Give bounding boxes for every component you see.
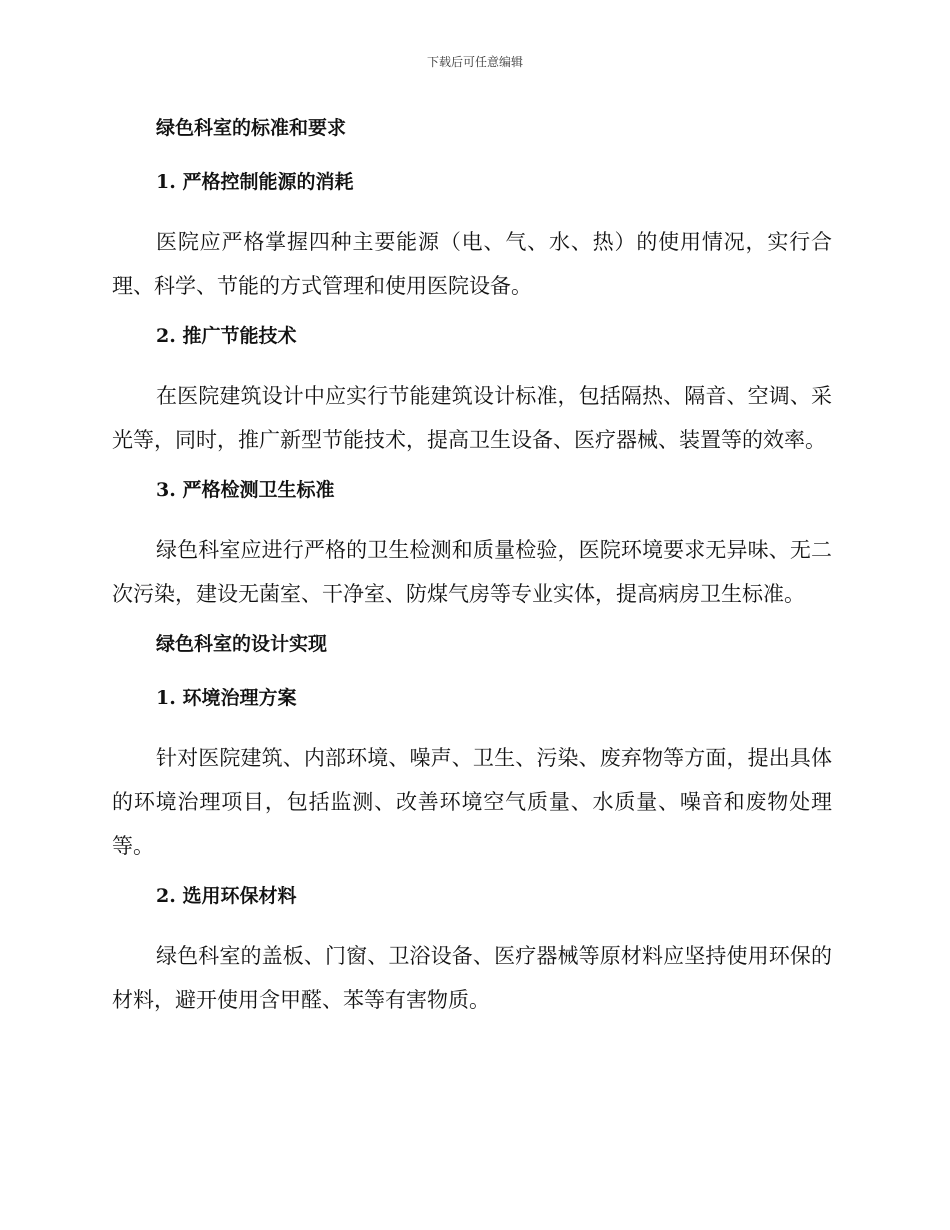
paragraph-hygiene: 绿色科室应进行严格的卫生检测和质量检验，医院环境要求无异味、无二次污染，建设无菌室、干净室、防煤气房等专业实体，提高病房卫生标准。: [112, 538, 832, 606]
section-title-standards: 绿色科室的标准和要求: [156, 117, 347, 139]
paragraph-tech: 在医院建筑设计中应实行节能建筑设计标准，包括隔热、隔音、空调、采光等，同时，推广新型节能技术，提高卫生设备、医疗器械、装置等的效率。: [112, 384, 832, 452]
subheading-materials: 2. 选用环保材料: [156, 885, 297, 907]
subheading-hygiene: 3. 严格检测卫生标准: [156, 479, 335, 501]
document-body: [112, 112, 832, 1034]
paragraph-energy: 医院应严格掌握四种主要能源（电、气、水、热）的使用情况，实行合理、科学、节能的方式管理和使用医院设备。: [112, 230, 832, 298]
subheading-environment: 1. 环境治理方案: [156, 687, 297, 709]
paragraph-environment: 针对医院建筑、内部环境、噪声、卫生、污染、废弃物等方面，提出具体的环境治理项目，包括监测、改善环境空气质量、水质量、噪音和废物处理等。: [112, 746, 832, 858]
paragraph-materials: 绿色科室的盖板、门窗、卫浴设备、医疗器械等原材料应坚持使用环保的材料，避开使用含甲醛、苯等有害物质。: [112, 944, 832, 1012]
section-title-design: 绿色科室的设计实现: [156, 633, 328, 655]
subheading-tech: 2. 推广节能技术: [156, 325, 297, 347]
page-header: 下载后可任意编辑: [426, 55, 523, 69]
subheading-energy: 1. 严格控制能源的消耗: [156, 171, 354, 193]
